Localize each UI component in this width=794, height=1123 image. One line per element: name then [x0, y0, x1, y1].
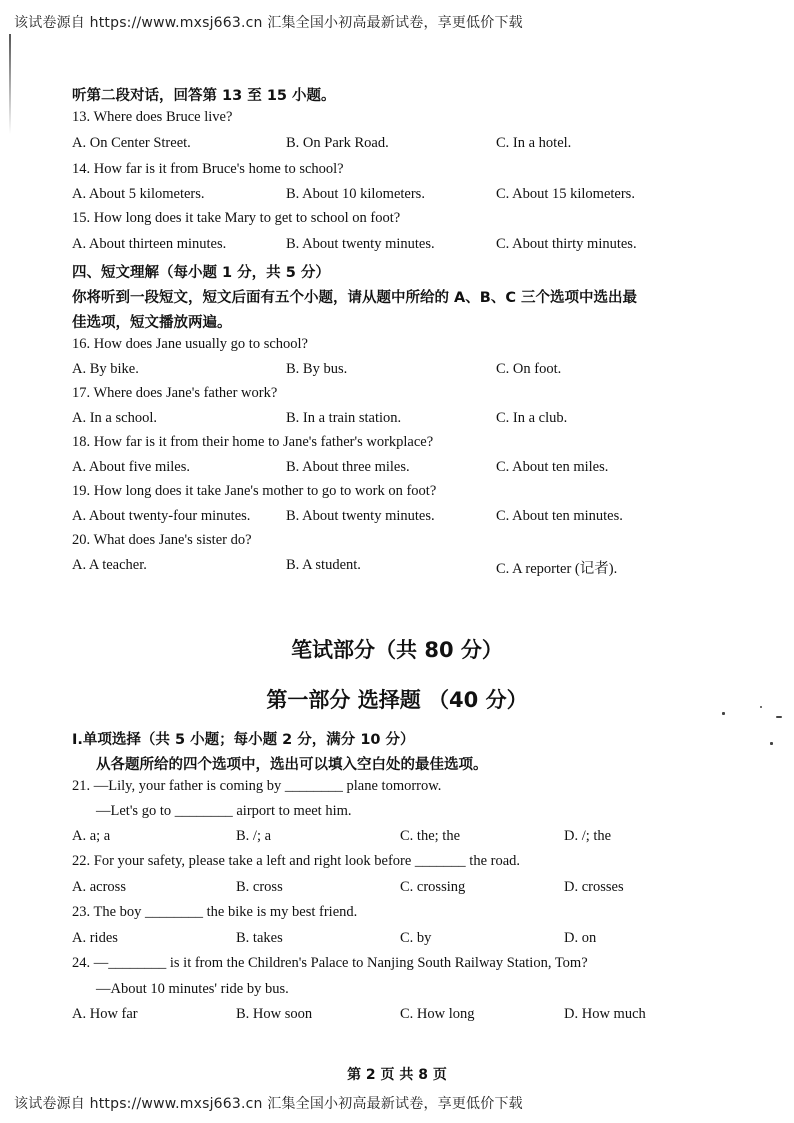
source-banner-bottom: 该试卷源自 https://www.mxsj663.cn 汇集全国小初高最新试卷，享更低价下载	[14, 1096, 523, 1112]
part1-heading: 第一部分 选择题 （40 分）	[266, 688, 528, 712]
q15-option-c: C. About thirty minutes.	[496, 236, 637, 252]
section4-instruction-2: 佳选项，短文播放两遍。	[72, 315, 232, 331]
section2-title: 听第二段对话，回答第 13 至 15 小题。	[72, 88, 336, 104]
q19-option-b: B. About twenty minutes.	[286, 508, 435, 524]
q23-option-b: B. takes	[236, 930, 283, 946]
q13-option-c: C. In a hotel.	[496, 135, 572, 151]
q23-option-c: C. by	[400, 930, 432, 946]
section4-title: 四、短文理解（每小题 1 分，共 5 分）	[72, 265, 330, 281]
q17-option-b: B. In a train station.	[286, 410, 402, 426]
q17-option-c: C. In a club.	[496, 410, 568, 426]
question-18: 18. How far is it from their home to Jane's father's workplace?	[72, 434, 434, 450]
q17-option-a: A. In a school.	[72, 410, 157, 426]
question-14: 14. How far is it from Bruce's home to school?	[72, 161, 344, 177]
section4-instruction-1: 你将听到一段短文，短文后面有五个小题，请从题中所给的 A、B、C 三个选项中选出最	[72, 290, 638, 306]
scan-edge-mark	[9, 34, 11, 134]
question-19: 19. How long does it take Jane's mother to go to work on foot?	[72, 483, 437, 499]
q18-option-c: C. About ten miles.	[496, 459, 609, 475]
section-i-title: I.单项选择（共 5 小题；每小题 2 分，满分 10 分）	[72, 732, 415, 748]
question-23: 23. The boy ________ the bike is my best friend.	[72, 904, 358, 920]
q22-option-c: C. crossing	[400, 879, 466, 895]
q21-option-b: B. /; a	[236, 828, 272, 844]
q16-option-c: C. On foot.	[496, 361, 562, 377]
q14-option-a: A. About 5 kilometers.	[72, 186, 205, 202]
question-20: 20. What does Jane's sister do?	[72, 532, 252, 548]
q19-option-a: A. About twenty-four minutes.	[72, 508, 251, 524]
scan-speck	[722, 712, 725, 715]
q24-option-b: B. How soon	[236, 1006, 313, 1022]
q20-option-c: C. A reporter (记者).	[496, 561, 618, 577]
q23-option-a: A. rides	[72, 930, 118, 946]
question-15: 15. How long does it take Mary to get to school on foot?	[72, 210, 401, 226]
q22-option-b: B. cross	[236, 879, 283, 895]
q13-option-a: A. On Center Street.	[72, 135, 191, 151]
question-22: 22. For your safety, please take a left and right look before _______ the road.	[72, 853, 521, 869]
question-21-line-2: —Let's go to ________ airport to meet him.	[96, 803, 352, 819]
q24-option-d: D. How much	[564, 1006, 646, 1022]
page-number: 第 2 页 共 8 页	[347, 1067, 447, 1083]
q22-option-d: D. crosses	[564, 879, 624, 895]
q13-option-b: B. On Park Road.	[286, 135, 389, 151]
source-banner-top: 该试卷源自 https://www.mxsj663.cn 汇集全国小初高最新试卷，享更低价下载	[14, 15, 523, 31]
q23-option-d: D. on	[564, 930, 597, 946]
q24-option-a: A. How far	[72, 1006, 138, 1022]
q14-option-c: C. About 15 kilometers.	[496, 186, 635, 202]
q21-option-c: C. the; the	[400, 828, 461, 844]
question-21-line-1: 21. —Lily, your father is coming by ________ plane tomorrow.	[72, 778, 442, 794]
q20-option-a: A. A teacher.	[72, 557, 147, 573]
question-17: 17. Where does Jane's father work?	[72, 385, 278, 401]
q18-option-a: A. About five miles.	[72, 459, 191, 475]
q18-option-b: B. About three miles.	[286, 459, 410, 475]
q21-option-a: A. a; a	[72, 828, 111, 844]
question-24-line-2: —About 10 minutes' ride by bus.	[96, 981, 289, 997]
scan-speck	[776, 716, 782, 718]
scan-speck	[770, 742, 773, 745]
question-13: 13. Where does Bruce live?	[72, 109, 233, 125]
question-16: 16. How does Jane usually go to school?	[72, 336, 308, 352]
written-part-heading: 笔试部分（共 80 分）	[291, 638, 503, 662]
q19-option-c: C. About ten minutes.	[496, 508, 623, 524]
q16-option-a: A. By bike.	[72, 361, 139, 377]
scan-speck	[760, 706, 762, 708]
q14-option-b: B. About 10 kilometers.	[286, 186, 425, 202]
q16-option-b: B. By bus.	[286, 361, 348, 377]
section-i-instruction: 从各题所给的四个选项中，选出可以填入空白处的最佳选项。	[96, 757, 488, 773]
q21-option-d: D. /; the	[564, 828, 612, 844]
q20-option-b: B. A student.	[286, 557, 361, 573]
q15-option-a: A. About thirteen minutes.	[72, 236, 227, 252]
q15-option-b: B. About twenty minutes.	[286, 236, 435, 252]
q24-option-c: C. How long	[400, 1006, 475, 1022]
q22-option-a: A. across	[72, 879, 126, 895]
question-24-line-1: 24. —________ is it from the Children's Palace to Nanjing South Railway Station, Tom?	[72, 955, 588, 971]
